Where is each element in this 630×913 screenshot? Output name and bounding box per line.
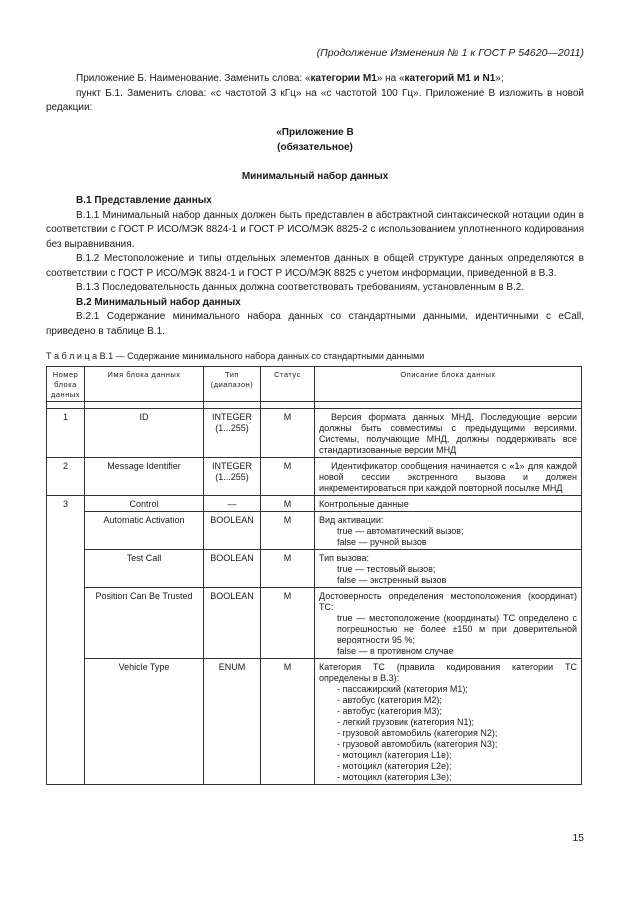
table-header-row bbox=[47, 367, 582, 402]
data-table bbox=[46, 366, 582, 785]
cell-name: Automatic Activation bbox=[85, 512, 204, 550]
desc-line: - мотоцикл (категория L3e); bbox=[337, 772, 452, 782]
cell-status: M bbox=[261, 588, 315, 659]
header-description: Описание блока данных bbox=[315, 367, 582, 402]
cell-status: M bbox=[261, 512, 315, 550]
desc-line: true — местоположение (координаты) ТС определено с погрешностью не более ±150 м при доверительной вероятности 95 %; bbox=[337, 613, 577, 645]
table-row bbox=[47, 458, 582, 496]
cell-desc: Версия формата данных МНД. Последующие версии должны быть совместимы с предыдущими версиями. Системы, получающие МНД, должны поддерживать все стандартизованные версии МНД bbox=[315, 409, 582, 458]
desc-line: - пассажирский (категория М1); bbox=[337, 684, 468, 694]
section-b13: В.1.3 Последовательность данных должна соответствовать требованиям, установленным в В.2. bbox=[76, 282, 525, 293]
cell-desc bbox=[315, 588, 582, 659]
cell-type: BOOLEAN bbox=[204, 588, 261, 659]
cell-num: 1 bbox=[47, 409, 85, 458]
cell-name: Test Call bbox=[85, 550, 204, 588]
cell-num: 3 bbox=[47, 496, 85, 785]
desc-line: true — тестовый вызов; bbox=[337, 564, 436, 574]
sections-text bbox=[46, 194, 584, 339]
cell-desc bbox=[315, 550, 582, 588]
cell-name: Position Can Be Trusted bbox=[85, 588, 204, 659]
cell-num: 2 bbox=[47, 458, 85, 496]
section-b1-title: В.1 Представление данных bbox=[76, 195, 212, 206]
page-number: 15 bbox=[572, 832, 584, 844]
desc-line: - легкий грузовик (категория N1); bbox=[337, 717, 474, 727]
section-b11: В.1.1 Минимальный набор данных должен быть представлен в абстрактной синтаксической нотации один в соответствии с ГОСТ Р ИСО/МЭК 8824-1 и ГОСТ Р ИСО/МЭК 8825-2 с использованием уплотненного кодирования без выравнивания. bbox=[46, 209, 584, 250]
cell-name: Vehicle Type bbox=[85, 659, 204, 785]
cell-status: M bbox=[261, 409, 315, 458]
table-caption: Т а б л и ц а В.1 — Содержание минимального набора данных со стандартными данными bbox=[46, 351, 425, 361]
section-b21: В.2.1 Содержание минимального набора данных со стандартными данными, идентичными с eCall, приведено в таблице В.1. bbox=[46, 311, 584, 337]
desc-line: false — экстренный вызов bbox=[337, 575, 447, 585]
header-name: Имя блока данных bbox=[85, 367, 204, 402]
desc-line: - грузовой автомобиль (категория N3); bbox=[337, 739, 498, 749]
cell-type: INTEGER (1...255) bbox=[204, 458, 261, 496]
desc-line: false — в противном случае bbox=[337, 646, 454, 656]
cell-status: M bbox=[261, 550, 315, 588]
desc-line: Достоверность определения местоположения (координат) ТС: bbox=[319, 591, 577, 612]
intro-paragraph-2: пункт Б.1. Заменить слова: «с частотой 3 кГц» на «с частотой 100 Гц». Приложение В изложить в новой редакции: bbox=[46, 87, 584, 113]
table-row bbox=[47, 409, 582, 458]
cell-type: BOOLEAN bbox=[204, 550, 261, 588]
desc-line: - автобус (категория М2); bbox=[337, 695, 442, 705]
table-row bbox=[47, 512, 582, 550]
table-spacer-row bbox=[47, 402, 582, 409]
cell-status: M bbox=[261, 496, 315, 512]
desc-line: Вид активации: bbox=[319, 515, 384, 525]
cell-name: ID bbox=[85, 409, 204, 458]
header-type: Тип (диапазон) bbox=[204, 367, 261, 402]
cell-type: BOOLEAN bbox=[204, 512, 261, 550]
header-status: Статус bbox=[261, 367, 315, 402]
desc-line: - мотоцикл (категория L2e); bbox=[337, 761, 452, 771]
header-number: Номер блока данных bbox=[47, 367, 85, 402]
desc-line: Тип вызова: bbox=[319, 553, 369, 563]
table-row bbox=[47, 496, 582, 512]
cell-type: ENUM bbox=[204, 659, 261, 785]
cell-name: Control bbox=[85, 496, 204, 512]
cell-status: M bbox=[261, 659, 315, 785]
section-b2-title: В.2 Минимальный набор данных bbox=[76, 296, 241, 308]
section-b12: В.1.2 Местоположение и типы отдельных элементов данных в общей структуре данных определяются в соответствии с ГОСТ Р ИСО/МЭК 8824-1 и ГОСТ Р ИСО/МЭК 8825 с учетом информации, приведенной в В.3. bbox=[46, 253, 584, 279]
desc-line: - грузовой автомобиль (категория N2); bbox=[337, 728, 498, 738]
table-row bbox=[47, 550, 582, 588]
cell-name: Message Identifier bbox=[85, 458, 204, 496]
appendix-heading: Минимальный набор данных bbox=[241, 171, 389, 182]
intro-paragraph-1: Приложение Б. Наименование. Заменить слова: «категории М1» на «категорий М1 и N1»; bbox=[76, 73, 504, 84]
appendix-title: «Приложение В bbox=[276, 127, 354, 138]
cell-desc bbox=[315, 512, 582, 550]
page-header: (Продолжение Изменения № 1 к ГОСТ Р 54620—2011) bbox=[316, 47, 584, 59]
desc-line: Категория ТС (правила кодирования категории ТС определены в В.3): bbox=[319, 662, 577, 683]
cell-desc: Идентификатор сообщения начинается с «1» для каждой новой сессии экстренного вызова и должен инкрементироваться при каждой повторной посылке МНД bbox=[315, 458, 582, 496]
cell-desc: Контрольные данные bbox=[315, 496, 582, 512]
cell-status: M bbox=[261, 458, 315, 496]
appendix-subtitle: (обязательное) bbox=[277, 141, 353, 153]
cell-type: — bbox=[204, 496, 261, 512]
cell-type: INTEGER (1...255) bbox=[204, 409, 261, 458]
appendix-heading-block bbox=[46, 126, 584, 185]
table-row bbox=[47, 659, 582, 785]
cell-desc bbox=[315, 659, 582, 785]
desc-line: - автобус (категория М3); bbox=[337, 706, 442, 716]
intro-text bbox=[46, 72, 584, 116]
desc-line: false — ручной вызов bbox=[337, 537, 427, 547]
desc-line: true — автоматический вызов; bbox=[337, 526, 464, 536]
table-row bbox=[47, 588, 582, 659]
desc-line: - мотоцикл (категория L1e); bbox=[337, 750, 452, 760]
